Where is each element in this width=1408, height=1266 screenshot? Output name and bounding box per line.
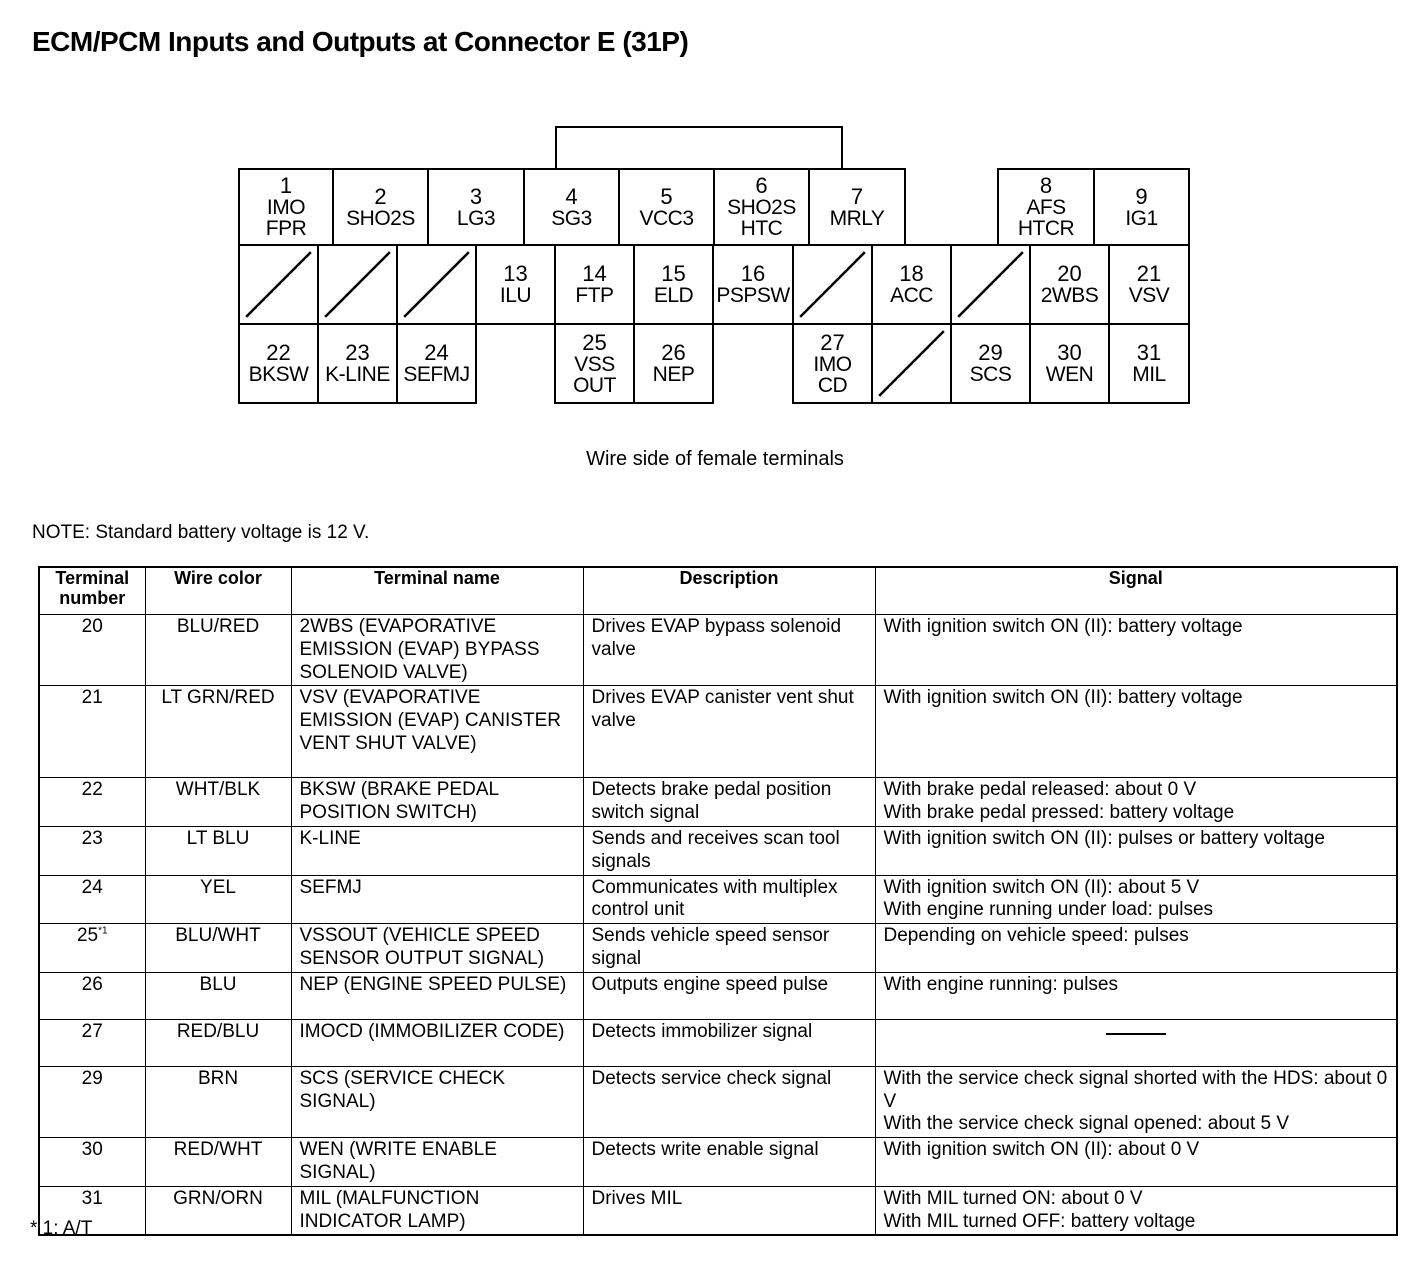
terminal-5 (618, 168, 715, 246)
terminal-label: MRLY (829, 206, 885, 230)
cell-terminal-name: BKSW (BRAKE PEDAL POSITION SWITCH) (291, 778, 583, 827)
terminal-number: 5 (660, 183, 673, 209)
terminal-label: IG1 (1125, 206, 1158, 230)
cell-description: Detects write enable signal (583, 1138, 875, 1187)
terminal-27 (792, 323, 873, 404)
cell-wire-color: WHT/BLK (145, 778, 291, 827)
blank-terminal-slash (952, 246, 1029, 323)
terminal-label: LG3 (456, 206, 496, 230)
terminal-number: 1 (279, 173, 293, 198)
terminal-number: 4 (565, 183, 578, 209)
terminal-number: 30 (1057, 340, 1082, 365)
blank-terminal-slash (398, 246, 475, 323)
cell-terminal-name: SEFMJ (291, 875, 583, 924)
table-header-row (39, 567, 1397, 615)
terminal-number: 26 (661, 340, 686, 365)
terminal-label: NEP (652, 363, 695, 386)
cell-terminal-name: VSSOUT (VEHICLE SPEED SENSOR OUTPUT SIGNAL) (291, 924, 583, 973)
cell-wire-color: LT BLU (145, 826, 291, 875)
terminal-label: SG3 (551, 206, 592, 230)
header-wire-color: Wire color (145, 567, 291, 615)
cell-terminal (39, 924, 145, 973)
terminal-number: 22 (266, 340, 291, 365)
terminal-24 (396, 323, 477, 404)
terminal-label: SHO2S (346, 206, 415, 230)
terminal-16 (712, 244, 794, 325)
terminal-6 (713, 168, 810, 246)
cell-signal: With ignition switch ON (II): battery voltage (875, 615, 1397, 686)
header-signal: Signal (875, 567, 1397, 615)
cell-signal: With ignition switch ON (II): about 5 V With engine running under load: pulses (875, 875, 1397, 924)
terminal-number: 31 (1136, 340, 1162, 365)
cell-signal: With engine running: pulses (875, 972, 1397, 1019)
terminal-number: 7 (850, 183, 864, 209)
terminal-3 (427, 168, 525, 246)
terminal-number: 20 (1057, 261, 1082, 286)
connector-latch (555, 126, 843, 170)
table-row (39, 1066, 1397, 1137)
terminal-label: IMO FPR (265, 196, 307, 240)
cell-wire-color: LT GRN/RED (145, 686, 291, 778)
terminal-15 (633, 244, 714, 325)
terminal-number: 23 (345, 340, 370, 365)
cell-description: Detects immobilizer signal (583, 1019, 875, 1066)
terminal-25 (554, 323, 635, 404)
terminal-number: 27 (820, 329, 845, 355)
header-description: Description (583, 567, 875, 615)
terminal-1 (238, 168, 334, 246)
terminal-number: 8 (1039, 173, 1053, 198)
terminal-number: 18 (899, 261, 924, 286)
cell-description: Communicates with multiplex control unit (583, 875, 875, 924)
table-row (39, 924, 1397, 973)
terminal-number: 9 (1135, 183, 1148, 209)
connector-caption: Wire side of female terminals (586, 448, 844, 470)
terminal-empty (792, 244, 873, 325)
cell-terminal: 23 (39, 826, 145, 875)
page-title: ECM/PCM Inputs and Outputs at Connector E (31P) (32, 26, 689, 57)
terminal-26 (633, 323, 714, 404)
cell-wire-color: YEL (145, 875, 291, 924)
terminal-label: K-LINE (325, 363, 390, 386)
blank-terminal-slash (873, 325, 950, 402)
cell-terminal: 31 (39, 1186, 145, 1235)
cell-terminal-name: MIL (MALFUNCTION INDICATOR LAMP) (291, 1186, 583, 1235)
cell-wire-color: BLU/WHT (145, 924, 291, 973)
cell-description: Sends and receives scan tool signals (583, 826, 875, 875)
terminal-label: VSV (1128, 284, 1170, 307)
cell-signal (875, 1019, 1397, 1066)
table-row (39, 1186, 1397, 1235)
cell-signal: With ignition switch ON (II): pulses or battery voltage (875, 826, 1397, 875)
terminal-number: 14 (582, 261, 607, 286)
cell-description: Detects service check signal (583, 1066, 875, 1137)
terminal-label: BKSW (248, 363, 309, 386)
cell-terminal: 30 (39, 1138, 145, 1187)
cell-wire-color: RED/WHT (145, 1138, 291, 1187)
cell-terminal: 21 (39, 686, 145, 778)
table-row (39, 972, 1397, 1019)
terminal-number: 15 (661, 261, 686, 286)
blank-terminal-slash (240, 246, 317, 323)
battery-note: NOTE: Standard battery voltage is 12 V. (32, 522, 370, 543)
terminal-29 (950, 323, 1031, 404)
terminal-empty (950, 244, 1031, 325)
cell-terminal: 22 (39, 778, 145, 827)
terminal-8 (997, 168, 1095, 246)
cell-terminal: 27 (39, 1019, 145, 1066)
cell-terminal-name: WEN (WRITE ENABLE SIGNAL) (291, 1138, 583, 1187)
cell-terminal-name: VSV (EVAPORATIVE EMISSION (EVAP) CANISTER VENT SHUT VALVE) (291, 686, 583, 778)
table-row (39, 778, 1397, 827)
terminal-number: 24 (424, 340, 449, 365)
footnote-marker: *1 (98, 925, 108, 937)
terminal-label: VSS OUT (573, 352, 616, 397)
terminal-number: 21 (1136, 261, 1162, 286)
terminal-23 (317, 323, 398, 404)
cell-signal: With MIL turned ON: about 0 V With MIL turned OFF: battery voltage (875, 1186, 1397, 1235)
terminal-2 (332, 168, 429, 246)
terminal-label: FTP (575, 284, 614, 307)
terminal-21 (1108, 244, 1190, 325)
terminal-label: MIL (1132, 363, 1166, 386)
terminal-label: SCS (969, 363, 1012, 386)
cell-description: Detects brake pedal position switch signal (583, 778, 875, 827)
terminal-label: 2WBS (1040, 284, 1099, 307)
cell-signal: With brake pedal released: about 0 V With brake pedal pressed: battery voltage (875, 778, 1397, 827)
blank-terminal-slash (794, 246, 871, 323)
terminal-label: AFS HTCR (1017, 196, 1075, 240)
terminal-value: 25 (76, 925, 99, 947)
terminal-number: 25 (582, 329, 607, 355)
cell-wire-color: BLU/RED (145, 615, 291, 686)
terminal-empty (317, 244, 398, 325)
terminal-label: VCC3 (639, 206, 694, 230)
cell-description: Outputs engine speed pulse (583, 972, 875, 1019)
terminal-number: 29 (978, 340, 1003, 365)
footnote: * 1: A/T (30, 1218, 93, 1239)
terminal-label: WEN (1045, 363, 1094, 386)
table-row (39, 826, 1397, 875)
terminal-20 (1029, 244, 1110, 325)
cell-wire-color: BRN (145, 1066, 291, 1137)
terminal-label: IMO CD (813, 352, 852, 397)
terminal-9 (1093, 168, 1190, 246)
terminal-4 (523, 168, 620, 246)
cell-terminal-name: 2WBS (EVAPORATIVE EMISSION (EVAP) BYPASS SOLENOID VALVE) (291, 615, 583, 686)
cell-terminal-name: K-LINE (291, 826, 583, 875)
cell-wire-color: RED/BLU (145, 1019, 291, 1066)
cell-signal: Depending on vehicle speed: pulses (875, 924, 1397, 973)
cell-terminal-name: SCS (SERVICE CHECK SIGNAL) (291, 1066, 583, 1137)
table-row (39, 875, 1397, 924)
terminal-30 (1029, 323, 1110, 404)
cell-signal: With the service check signal shorted with the HDS: about 0 V With the service check signal opened: about 5 V (875, 1066, 1397, 1137)
cell-terminal: 20 (39, 615, 145, 686)
cell-wire-color: GRN/ORN (145, 1186, 291, 1235)
terminal-empty (871, 323, 952, 404)
terminal-label: PSPSW (716, 284, 790, 307)
terminal-22 (238, 323, 319, 404)
terminal-14 (554, 244, 635, 325)
terminal-number: 6 (755, 173, 768, 198)
terminal-number: 3 (469, 183, 483, 209)
table-row (39, 1019, 1397, 1066)
cell-description: Sends vehicle speed sensor signal (583, 924, 875, 973)
header-terminal-number: Terminal number (39, 567, 145, 615)
cell-terminal-name: IMOCD (IMMOBILIZER CODE) (291, 1019, 583, 1066)
cell-signal: With ignition switch ON (II): battery voltage (875, 686, 1397, 778)
cell-wire-color: BLU (145, 972, 291, 1019)
terminal-label: ACC (890, 284, 933, 307)
terminal-empty (396, 244, 477, 325)
cell-signal: With ignition switch ON (II): about 0 V (875, 1138, 1397, 1187)
cell-terminal: 29 (39, 1066, 145, 1137)
cell-description: Drives EVAP canister vent shut valve (583, 686, 875, 778)
cell-terminal: 24 (39, 875, 145, 924)
terminal-number: 2 (374, 183, 387, 209)
terminal-empty (238, 244, 319, 325)
cell-description: Drives MIL (583, 1186, 875, 1235)
terminal-7 (808, 168, 906, 246)
terminal-number: 16 (740, 261, 766, 286)
cell-description: Drives EVAP bypass solenoid valve (583, 615, 875, 686)
header-terminal-name: Terminal name (291, 567, 583, 615)
terminal-number: 13 (503, 261, 528, 286)
terminal-13 (475, 244, 556, 325)
terminal-31 (1108, 323, 1190, 404)
cell-terminal-name: NEP (ENGINE SPEED PULSE) (291, 972, 583, 1019)
blank-terminal-slash (319, 246, 396, 323)
signal-table (38, 566, 1398, 1236)
table-row (39, 615, 1397, 686)
cell-terminal: 26 (39, 972, 145, 1019)
terminal-label: SHO2S HTC (727, 196, 796, 240)
terminal-label: ELD (653, 284, 694, 307)
terminal-18 (871, 244, 952, 325)
terminal-label: SEFMJ (403, 363, 470, 386)
no-signal-dash (1106, 1033, 1166, 1035)
table-row (39, 686, 1397, 778)
terminal-label: ILU (499, 284, 532, 307)
table-row (39, 1138, 1397, 1187)
